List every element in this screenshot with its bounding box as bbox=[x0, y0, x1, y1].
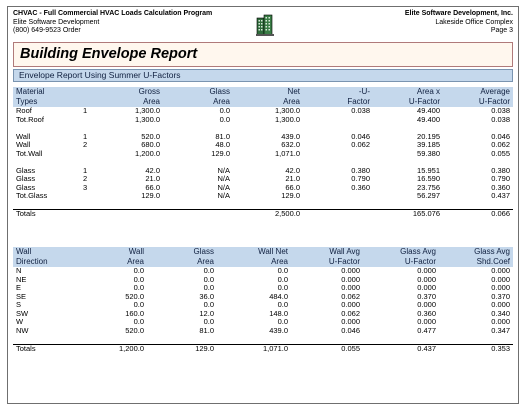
table-cell: S bbox=[16, 301, 22, 309]
table-cell bbox=[69, 158, 93, 167]
table-cell: 439.0 bbox=[269, 326, 288, 335]
table-cell: 12.0 bbox=[199, 309, 214, 318]
table-cell bbox=[163, 124, 233, 133]
table-cell: 0.0 bbox=[203, 267, 214, 275]
table-cell: 0.000 bbox=[491, 284, 510, 292]
table-cell bbox=[13, 124, 69, 133]
table-cell: Glass bbox=[16, 183, 36, 192]
report-subtitle: Envelope Report Using Summer U-Factors bbox=[13, 69, 513, 82]
column-header: Wall bbox=[13, 247, 75, 257]
table-cell: SW bbox=[16, 309, 29, 318]
table-cell: 1,071.0 bbox=[274, 149, 300, 158]
column-header: U-Factor bbox=[291, 257, 363, 267]
table-cell: Tot.Wall bbox=[16, 149, 43, 158]
table-cell: 129.0 bbox=[141, 192, 160, 200]
table-cell: 0.038 bbox=[351, 107, 370, 115]
table-cell: 0.000 bbox=[341, 275, 360, 284]
table-cell: 2 bbox=[83, 141, 88, 149]
table-row bbox=[13, 276, 513, 285]
table-cell: 0.000 bbox=[341, 267, 360, 275]
table-cell: 49.400 bbox=[417, 115, 440, 124]
table-cell: Wall bbox=[16, 141, 31, 149]
table-cell: 520.0 bbox=[125, 292, 144, 301]
table-row bbox=[13, 327, 513, 336]
table-cell: 36.0 bbox=[199, 292, 214, 301]
program-name: CHVAC - Full Commercial HVAC Loads Calculation Program bbox=[13, 10, 213, 17]
table-cell: 0.790 bbox=[491, 175, 510, 183]
vendor-name: Elite Software Development, Inc. bbox=[404, 10, 513, 17]
column-header: Shd.Coef bbox=[439, 257, 513, 267]
table-cell: 0.000 bbox=[341, 301, 360, 309]
table-cell: 49.400 bbox=[417, 107, 440, 115]
table-cell: 0.0 bbox=[203, 275, 214, 284]
table-cell: 0.380 bbox=[491, 166, 510, 175]
total-cell: 0.353 bbox=[439, 344, 513, 353]
table-cell: 0.062 bbox=[341, 292, 360, 301]
column-header: Area bbox=[147, 257, 217, 267]
table-cell: Roof bbox=[16, 107, 32, 115]
table-row bbox=[13, 192, 513, 201]
table-row bbox=[13, 150, 513, 159]
table-cell bbox=[69, 192, 93, 201]
table-cell: 0.046 bbox=[341, 326, 360, 335]
total-cell: 129.0 bbox=[147, 344, 217, 353]
table-cell: 56.297 bbox=[417, 192, 440, 200]
table-cell: N/A bbox=[217, 183, 230, 192]
column-header: Area bbox=[233, 97, 303, 107]
table-cell: 0.0 bbox=[219, 115, 230, 124]
table-cell bbox=[69, 124, 93, 133]
table-cell: 81.0 bbox=[199, 326, 214, 335]
total-cell bbox=[163, 210, 233, 219]
column-header: Area bbox=[217, 257, 291, 267]
table-cell bbox=[93, 158, 163, 167]
table-cell: 0.347 bbox=[491, 326, 510, 335]
table-cell: W bbox=[16, 318, 24, 326]
column-header: Direction bbox=[13, 257, 75, 267]
table-cell: 0.360 bbox=[491, 183, 510, 192]
table-cell: 0.0 bbox=[203, 318, 214, 326]
table-cell bbox=[373, 124, 443, 133]
total-cell bbox=[69, 210, 93, 219]
table-row bbox=[13, 107, 513, 116]
table-cell: 0.0 bbox=[133, 318, 144, 326]
table-cell: 0.046 bbox=[491, 132, 510, 141]
total-cell: 0.066 bbox=[443, 210, 513, 219]
table-cell: N/A bbox=[217, 166, 230, 175]
table-cell bbox=[303, 192, 373, 201]
table-cell: 0.0 bbox=[277, 275, 288, 284]
table-cell: 0.000 bbox=[341, 284, 360, 292]
table-cell: N bbox=[16, 267, 22, 275]
table-cell: 1,300.0 bbox=[274, 107, 300, 115]
table-cell: E bbox=[16, 284, 22, 292]
column-header: U-Factor bbox=[443, 97, 513, 107]
table-cell: 39.185 bbox=[417, 141, 440, 149]
table-cell: 160.0 bbox=[125, 309, 144, 318]
table-cell: 1,300.0 bbox=[134, 115, 160, 124]
table-cell: 0.790 bbox=[351, 175, 370, 183]
header-row bbox=[13, 257, 513, 267]
column-header: Area bbox=[163, 97, 233, 107]
table-cell bbox=[303, 116, 373, 125]
table-cell: 0.055 bbox=[491, 149, 510, 158]
table-cell: Glass bbox=[16, 166, 36, 175]
table-cell: 0.477 bbox=[417, 326, 436, 335]
table-cell: 0.000 bbox=[491, 267, 510, 275]
column-header: Glass Avg bbox=[363, 247, 439, 257]
column-header: Area bbox=[93, 97, 163, 107]
table-cell: 0.046 bbox=[351, 132, 370, 141]
table-cell: 0.0 bbox=[133, 301, 144, 309]
table-row bbox=[13, 141, 513, 150]
table-cell: SE bbox=[16, 292, 27, 301]
table-cell: 0.062 bbox=[341, 309, 360, 318]
column-header: Wall bbox=[75, 247, 147, 257]
table-cell: 1,200.0 bbox=[134, 149, 160, 158]
table-cell: 0.000 bbox=[417, 275, 436, 284]
table-cell bbox=[443, 124, 513, 133]
table-row bbox=[13, 167, 513, 176]
table-cell: 1,300.0 bbox=[134, 107, 160, 115]
table-cell: 0.0 bbox=[133, 267, 144, 275]
table-cell: 520.0 bbox=[141, 132, 160, 141]
table-cell: 20.195 bbox=[417, 132, 440, 141]
report-page bbox=[7, 6, 519, 404]
table-cell: 0.062 bbox=[351, 141, 370, 149]
table-cell: 0.0 bbox=[203, 301, 214, 309]
column-header: Glass Avg bbox=[439, 247, 513, 257]
table-cell bbox=[93, 124, 163, 133]
table-cell: 0.360 bbox=[351, 183, 370, 192]
total-cell: 0.437 bbox=[363, 344, 439, 353]
table-cell bbox=[69, 116, 93, 125]
table-cell: 21.0 bbox=[285, 175, 300, 183]
table-cell: 0.0 bbox=[277, 284, 288, 292]
column-header: Net bbox=[233, 87, 303, 97]
table-cell: 0.360 bbox=[417, 309, 436, 318]
table-cell: 21.0 bbox=[145, 175, 160, 183]
table-cell: 680.0 bbox=[141, 141, 160, 149]
table-row bbox=[13, 310, 513, 319]
table-cell: 3 bbox=[83, 183, 88, 192]
table-cell: 484.0 bbox=[269, 292, 288, 301]
page-header bbox=[8, 7, 518, 41]
table-row bbox=[13, 318, 513, 327]
order-phone: (800) 649-9523 Order bbox=[13, 27, 81, 34]
table-cell: 0.000 bbox=[417, 301, 436, 309]
table-cell: 0.000 bbox=[491, 318, 510, 326]
table-cell: 0.000 bbox=[491, 275, 510, 284]
table-cell: 0.0 bbox=[133, 284, 144, 292]
table-cell: 48.0 bbox=[215, 141, 230, 149]
table-cell: 0.062 bbox=[491, 141, 510, 149]
table-cell bbox=[233, 158, 303, 167]
totals-row bbox=[13, 210, 513, 219]
table-row bbox=[13, 301, 513, 310]
table-cell: 129.0 bbox=[281, 192, 300, 200]
column-header: Wall Avg bbox=[291, 247, 363, 257]
table-cell: 0.038 bbox=[491, 115, 510, 124]
table-cell: 0.437 bbox=[491, 192, 510, 200]
table-cell: 1 bbox=[83, 107, 88, 115]
table-cell: 23.756 bbox=[417, 183, 440, 192]
table-cell: Wall bbox=[16, 132, 31, 141]
table-cell bbox=[69, 150, 93, 159]
total-cell: 1,200.0 bbox=[75, 344, 147, 353]
table-cell: 520.0 bbox=[125, 326, 144, 335]
table-cell: Glass bbox=[16, 175, 36, 183]
table-cell: 59.380 bbox=[417, 149, 440, 158]
table-cell: 66.0 bbox=[285, 183, 300, 192]
spacer-row bbox=[13, 158, 513, 167]
table-cell: NW bbox=[16, 326, 29, 335]
table-cell: 0.000 bbox=[417, 318, 436, 326]
column-header: U-Factor bbox=[373, 97, 443, 107]
table-cell: 0.000 bbox=[341, 318, 360, 326]
column-header: Material bbox=[13, 87, 69, 97]
table-cell: 0.000 bbox=[417, 267, 436, 275]
report-title: Building Envelope Report bbox=[20, 46, 198, 62]
table-cell: 0.0 bbox=[133, 275, 144, 284]
table-cell bbox=[303, 124, 373, 133]
table-row bbox=[13, 133, 513, 142]
table-cell: NE bbox=[16, 275, 27, 284]
total-cell: 1,071.0 bbox=[217, 344, 291, 353]
table-cell: 0.0 bbox=[277, 318, 288, 326]
table-cell: 0.0 bbox=[203, 284, 214, 292]
table-cell: N/A bbox=[217, 175, 230, 183]
table-row bbox=[13, 284, 513, 293]
table-cell bbox=[163, 158, 233, 167]
table-cell: 1 bbox=[83, 166, 88, 175]
table-cell: 1,300.0 bbox=[274, 115, 300, 124]
column-header: Area bbox=[75, 257, 147, 267]
table-cell: 0.000 bbox=[417, 284, 436, 292]
table-cell: 42.0 bbox=[145, 166, 160, 175]
header-row bbox=[13, 87, 513, 97]
table-cell: 66.0 bbox=[145, 183, 160, 192]
table-row bbox=[13, 293, 513, 302]
table-cell: 148.0 bbox=[269, 309, 288, 318]
total-cell: 2,500.0 bbox=[233, 210, 303, 219]
table-cell: Tot.Roof bbox=[16, 115, 44, 124]
table-cell: 42.0 bbox=[285, 166, 300, 175]
table-cell: 0.0 bbox=[219, 107, 230, 115]
wall-direction-table bbox=[13, 247, 513, 353]
header-row bbox=[13, 247, 513, 257]
column-header: Factor bbox=[303, 97, 373, 107]
table-cell bbox=[373, 158, 443, 167]
total-cell: Totals bbox=[13, 210, 69, 219]
table-cell: 0.370 bbox=[417, 292, 436, 301]
header-left bbox=[13, 10, 212, 36]
table-cell bbox=[13, 158, 69, 167]
table-cell: 81.0 bbox=[215, 132, 230, 141]
total-cell bbox=[93, 210, 163, 219]
table-row bbox=[13, 175, 513, 184]
totals-row bbox=[13, 344, 513, 353]
table-cell: 16.590 bbox=[417, 175, 440, 183]
table-cell: 0.340 bbox=[491, 309, 510, 318]
table-cell bbox=[303, 158, 373, 167]
column-header: Area x bbox=[373, 87, 443, 97]
column-header: Glass bbox=[147, 247, 217, 257]
table-cell: N/A bbox=[217, 192, 230, 200]
table-cell: 0.000 bbox=[491, 301, 510, 309]
spacer-row bbox=[13, 124, 513, 133]
spacer-row bbox=[13, 335, 513, 344]
table-cell: 632.0 bbox=[281, 141, 300, 149]
header-right bbox=[405, 10, 513, 36]
report-title-bar bbox=[13, 42, 513, 67]
column-header bbox=[69, 87, 93, 97]
table-cell: 2 bbox=[83, 175, 88, 183]
table-cell: Tot.Glass bbox=[16, 192, 48, 200]
column-header: Wall Net bbox=[217, 247, 291, 257]
table-cell: 439.0 bbox=[281, 132, 300, 141]
total-cell: 0.055 bbox=[291, 344, 363, 353]
total-cell: 165.076 bbox=[373, 210, 443, 219]
total-cell bbox=[303, 210, 373, 219]
table-cell bbox=[303, 150, 373, 159]
table-row bbox=[13, 116, 513, 125]
envelope-table bbox=[13, 87, 513, 219]
company-name: Elite Software Development bbox=[13, 18, 100, 26]
table-cell: 0.380 bbox=[351, 166, 370, 175]
column-header: U-Factor bbox=[363, 257, 439, 267]
table-cell: 0.0 bbox=[277, 301, 288, 309]
building-icon bbox=[256, 14, 274, 38]
total-cell: Totals bbox=[13, 344, 75, 353]
column-header bbox=[69, 97, 93, 107]
column-header: Average bbox=[443, 87, 513, 97]
column-header: Gross bbox=[93, 87, 163, 97]
column-header: Glass bbox=[163, 87, 233, 97]
table-row bbox=[13, 267, 513, 276]
page-number: Page 3 bbox=[490, 27, 513, 34]
spacer-row bbox=[13, 201, 513, 210]
table-cell: 0.038 bbox=[491, 107, 510, 115]
table-cell: 0.0 bbox=[277, 267, 288, 275]
table-row bbox=[13, 184, 513, 193]
table-cell bbox=[233, 124, 303, 133]
table-cell: 15.951 bbox=[417, 166, 440, 175]
table-cell bbox=[443, 158, 513, 167]
vendor-address: Lakeside Office Complex bbox=[435, 18, 513, 26]
header-row bbox=[13, 97, 513, 107]
table-cell: 1 bbox=[83, 132, 88, 141]
table-cell: 0.370 bbox=[491, 292, 510, 301]
table-cell: 129.0 bbox=[211, 149, 230, 158]
column-header: -U- bbox=[303, 87, 373, 97]
column-header: Types bbox=[13, 97, 69, 107]
